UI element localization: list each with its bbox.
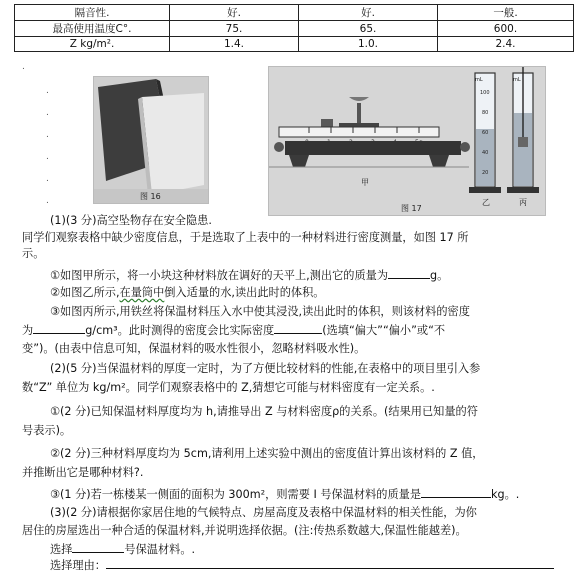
step-3-line-b — [22, 322, 445, 338]
reason-line — [50, 557, 554, 573]
table-row-label: 最高使用温度C°. — [15, 21, 170, 37]
step-1-text: ①如图甲所示，将一小块这种材料放在调好的天平上,测出它的质量为 — [50, 269, 389, 282]
paragraph-mark: . — [46, 108, 49, 118]
intro-line-a: 同学们观察表格中缺少密度信息，于是选取了上表中的一种材料进行密度测量，如图 17 所 — [22, 231, 469, 244]
question-1-heading: (1)(3 分)高空坠物存在安全隐患. — [50, 214, 212, 227]
reason-answer-blank[interactable] — [106, 557, 554, 569]
table-row-label: Z kg/m². — [15, 37, 170, 52]
choose-line — [50, 541, 195, 557]
table-cell: 好. — [170, 5, 299, 21]
step-1-unit: g。 — [430, 269, 449, 282]
paragraph-mark: . — [46, 174, 49, 184]
question-2-2-line-b: 并推断出它是哪种材料?. — [22, 466, 144, 479]
table-cell: 75. — [170, 21, 299, 37]
table-cell: 65. — [299, 21, 438, 37]
question-2-line-a: (2)(5 分)当保温材料的厚度一定时，为了方便比较材料的性能,在表格中的项目里引入参 — [50, 362, 481, 375]
table-cell: 600. — [438, 21, 574, 37]
question-2-3-unit: kg。. — [491, 488, 520, 501]
question-3-line-a: (3)(2 分)请根据你家居住地的气候特点、房屋高度及表格中保温材料的相关性能，为你 — [50, 506, 477, 519]
question-2-1-line-b: 号表示)。 — [22, 424, 72, 437]
fig17-sub-yi: 乙 — [482, 198, 490, 207]
step-3-wei: 为 — [22, 324, 34, 337]
cyl-tick-40: 40 — [482, 150, 489, 156]
table-cell: 好. — [299, 5, 438, 21]
density-compare-blank[interactable] — [274, 322, 322, 334]
figure-17-caption: 图 17 — [401, 204, 422, 213]
figure-17-photo — [268, 66, 546, 216]
question-3-line-b: 居住的房屋选出一种合适的保温材料,并说明选择依据。(注:传热系数越大,保温性能越差)。 — [22, 524, 467, 537]
paragraph-mark: . — [46, 152, 49, 162]
cyl-tick-60: 60 — [482, 130, 489, 136]
table-row — [15, 5, 574, 21]
figure-16-caption: 图 16 — [140, 192, 161, 201]
table-row — [15, 21, 574, 37]
fig17-sub-bing: 丙 — [519, 198, 527, 207]
step-2-wavy-text: 在量筒中 — [119, 286, 165, 299]
intro-line-b: 示。 — [22, 247, 45, 260]
question-2-1-line-a: ①(2 分)已知保温材料厚度均为 h,请推导出 Z 与材料密度ρ的关系。(结果用已知量的符 — [50, 405, 478, 418]
question-2-3-text: ③(1 分)若一栋楼某一侧面的面积为 300m²，则需要 I 号保温材料的质量是 — [50, 488, 422, 501]
cyl-bing-unit: mL — [513, 77, 521, 83]
choose-label: 选择 — [50, 543, 73, 556]
figure-16-photo — [93, 76, 209, 204]
paragraph-mark: . — [46, 86, 49, 96]
materials-table — [14, 4, 574, 52]
paragraph-mark: . — [46, 130, 49, 140]
question-2-2-line-a: ②(2 分)三种材料厚度均为 5cm,请利用上述实验中测出的密度值计算出该材料的 Z 值， — [50, 447, 484, 460]
paragraph-mark: . — [46, 196, 49, 206]
table-cell: 1.4. — [170, 37, 299, 52]
mass-answer-blank[interactable] — [388, 267, 430, 279]
mass-kg-answer-blank[interactable] — [421, 486, 491, 498]
choose-suffix: 号保温材料。. — [124, 543, 196, 556]
fig17-sub-jia: 甲 — [361, 178, 369, 187]
question-2-3 — [50, 486, 519, 502]
cyl-tick-100: 100 — [480, 90, 490, 96]
step-2-text-b: 倒入适量的水,读出此时的体积。 — [164, 286, 325, 299]
question-2-line-b: 数“Z” 单位为 kg/m²。同学们观察表格中的 Z,猜想它可能与材料密度有一定关系。. — [22, 381, 435, 394]
table-cell: 1.0. — [299, 37, 438, 52]
material-choice-blank[interactable] — [72, 541, 124, 553]
table-cell: 2.4. — [438, 37, 574, 52]
insulation-samples-image — [94, 77, 208, 203]
step-1 — [50, 267, 448, 283]
balance-and-cylinders-image — [269, 67, 545, 215]
step-2-text-a: ②如图乙所示, — [50, 286, 120, 299]
cyl-yi-unit: mL — [475, 77, 483, 83]
cyl-tick-80: 80 — [482, 110, 489, 116]
table-row — [15, 37, 574, 52]
density-answer-blank[interactable] — [33, 322, 85, 334]
step-2 — [50, 285, 324, 300]
step-3-options: (选填“偏大”“偏小”或“不 — [322, 324, 446, 337]
step-3-text: g/cm³。此时测得的密度会比实际密度 — [85, 324, 275, 337]
step-3-line-a: ③如图丙所示,用铁丝将保温材料压入水中使其浸没,读出此时的体积，则该材料的密度 — [50, 305, 470, 318]
reason-label: 选择理由： — [50, 559, 106, 572]
table-row-label: 隔音性. — [15, 5, 170, 21]
table-cell: 一般. — [438, 5, 574, 21]
cyl-tick-20: 20 — [482, 170, 489, 176]
paragraph-mark: . — [22, 62, 25, 72]
step-3-line-c: 变”)。(由表中信息可知，保温材料的吸水性很小，忽略材料吸水性)。 — [22, 342, 366, 355]
